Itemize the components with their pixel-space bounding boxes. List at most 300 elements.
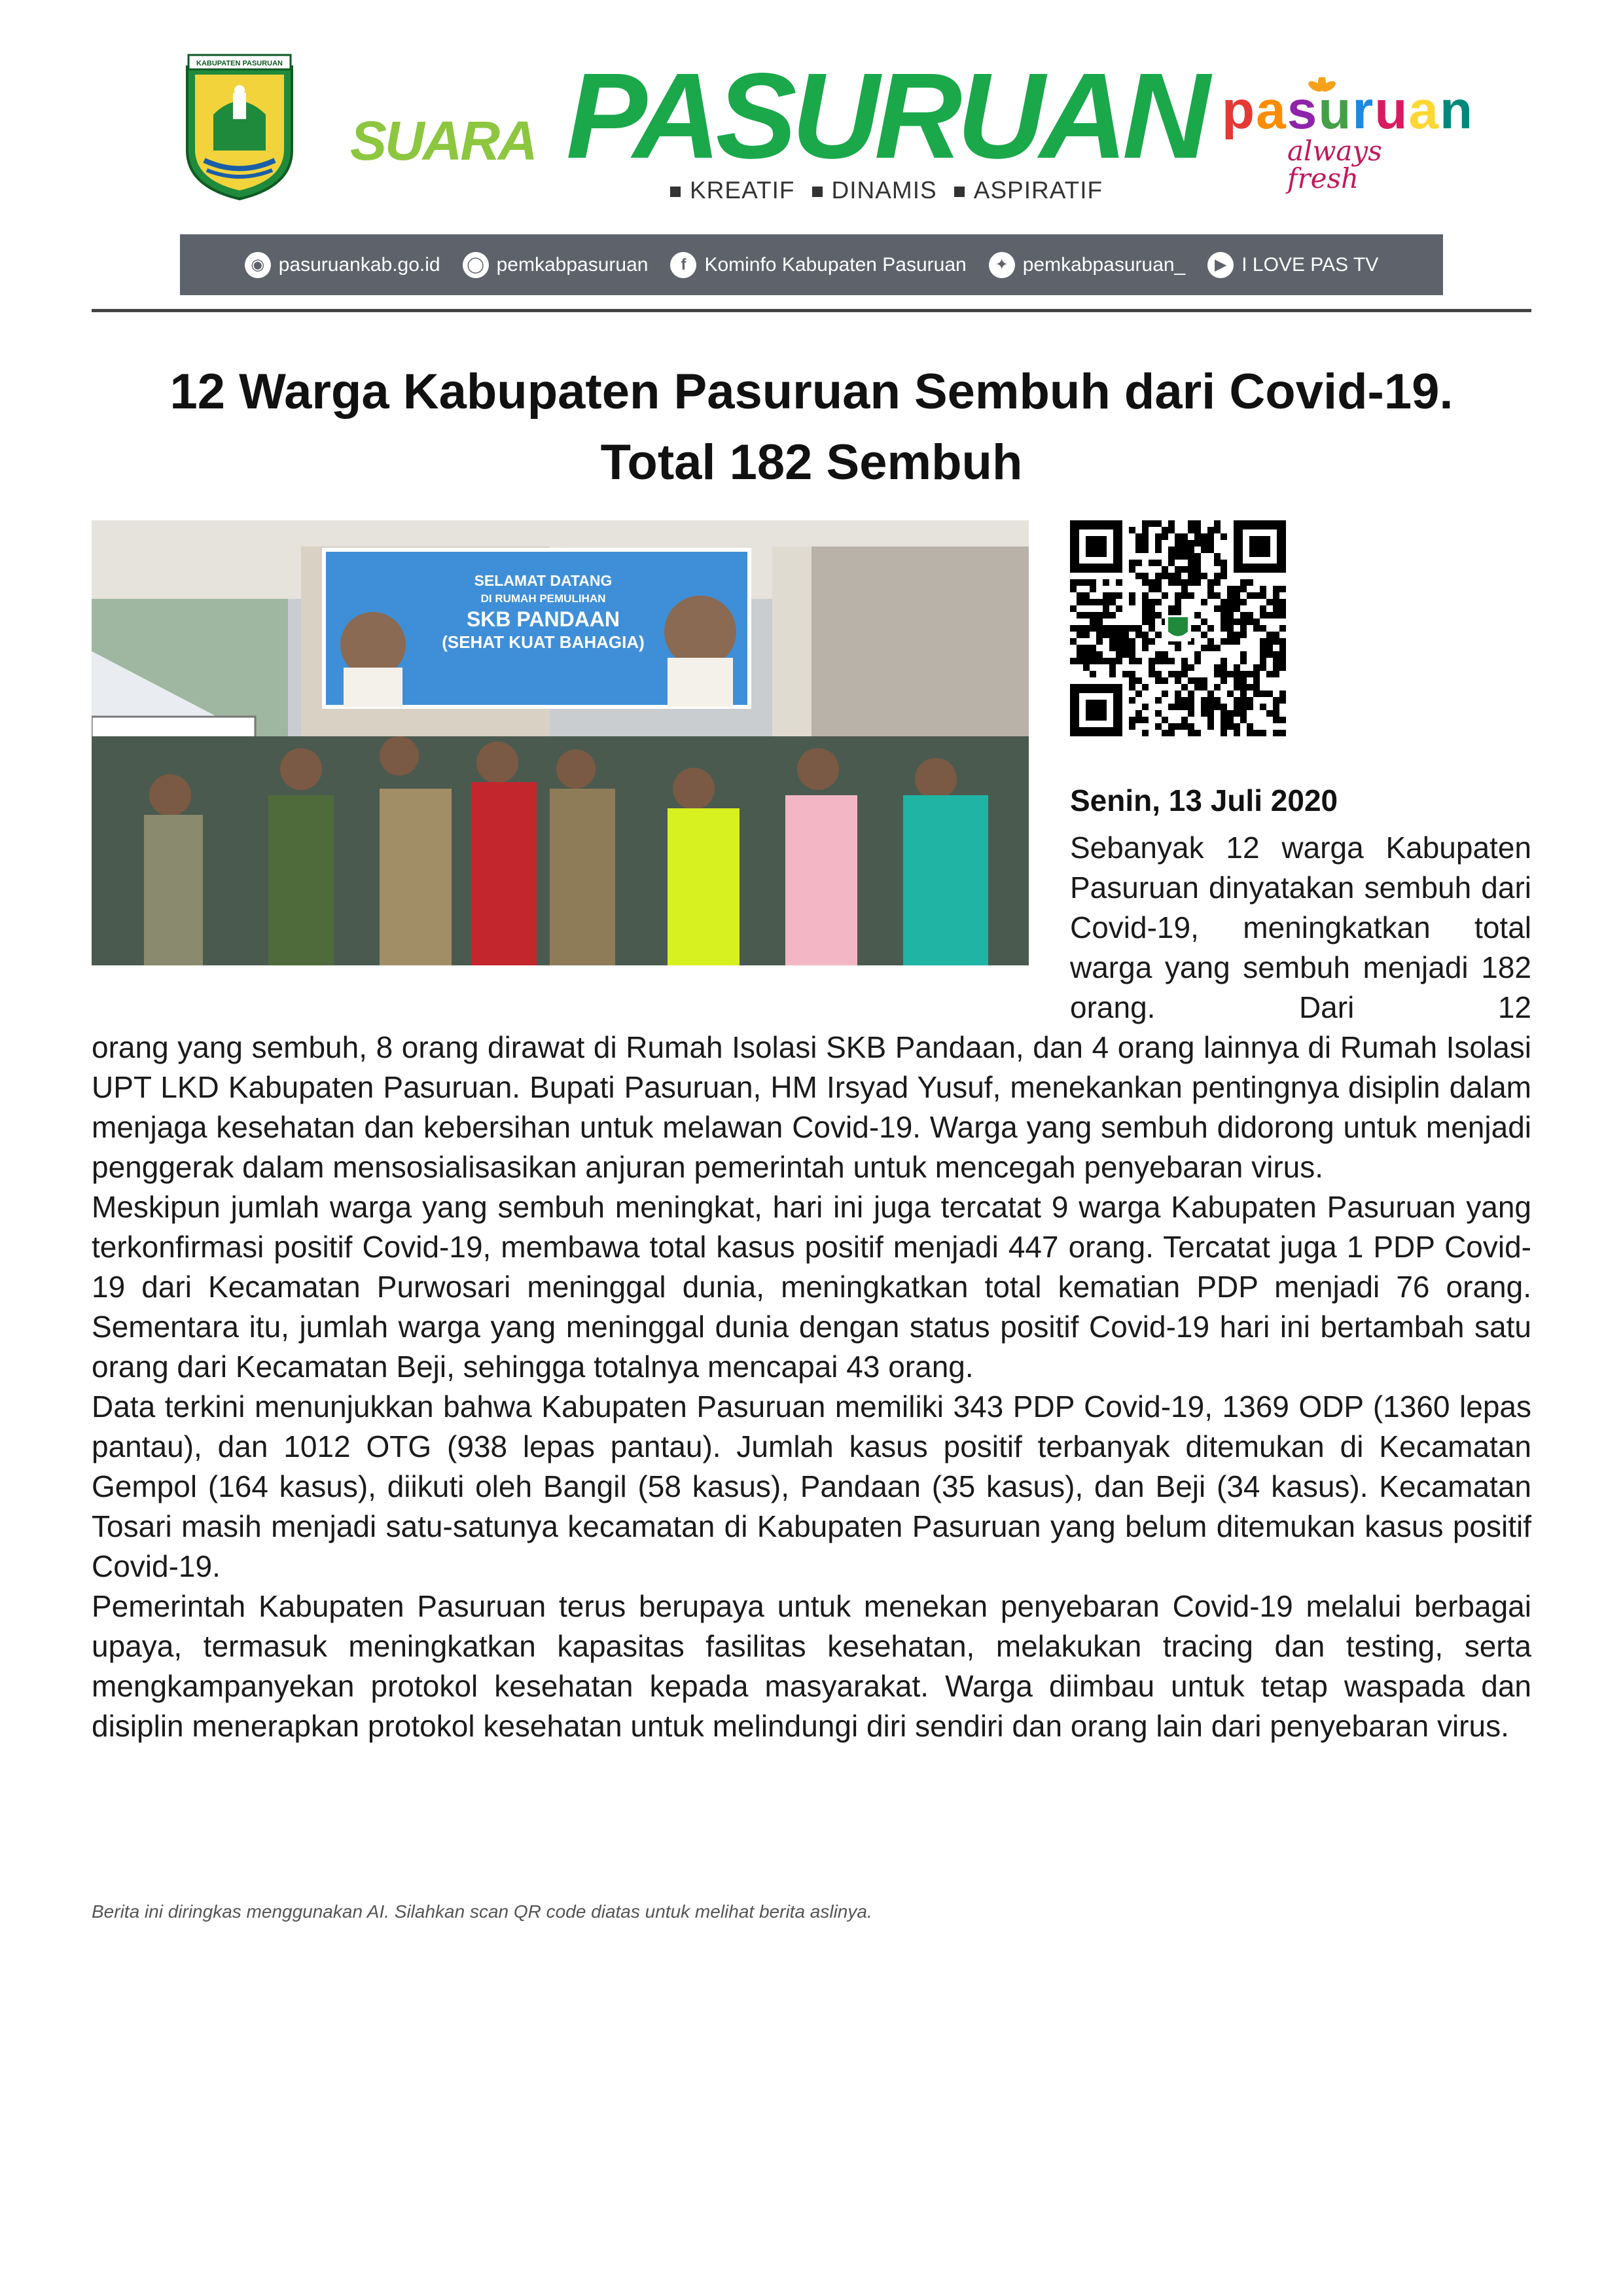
qr-module bbox=[1142, 638, 1149, 645]
qr-module bbox=[1142, 632, 1149, 638]
tagline-item bbox=[954, 177, 1103, 204]
qr-module bbox=[1109, 638, 1116, 645]
qr-code[interactable] bbox=[1070, 520, 1286, 736]
qr-module bbox=[1234, 730, 1240, 736]
qr-module bbox=[1260, 704, 1266, 710]
qr-module bbox=[1096, 625, 1103, 632]
square-bullet-icon bbox=[670, 187, 681, 197]
qr-module bbox=[1188, 520, 1194, 527]
qr-module bbox=[1070, 625, 1077, 632]
qr-module bbox=[1129, 527, 1135, 533]
tourism-logo-letter: u bbox=[1318, 81, 1353, 140]
qr-module bbox=[1240, 691, 1247, 697]
qr-module bbox=[1273, 717, 1279, 723]
article-body bbox=[92, 1028, 1531, 1746]
qr-module bbox=[1155, 632, 1162, 638]
qr-module bbox=[1083, 592, 1090, 599]
qr-module bbox=[1279, 638, 1286, 645]
qr-module bbox=[1175, 691, 1181, 697]
qr-module bbox=[1221, 566, 1227, 573]
qr-module bbox=[1135, 677, 1142, 684]
qr-module bbox=[1247, 612, 1253, 619]
tourism-logo-letter: r bbox=[1352, 81, 1375, 140]
qr-module bbox=[1188, 540, 1194, 547]
qr-module bbox=[1221, 677, 1227, 684]
qr-module bbox=[1279, 612, 1286, 619]
qr-module bbox=[1188, 592, 1194, 599]
qr-module bbox=[1162, 592, 1168, 599]
qr-module bbox=[1260, 691, 1266, 697]
tourism-logo-letter: s bbox=[1287, 81, 1319, 140]
qr-module bbox=[1227, 717, 1234, 723]
qr-module bbox=[1207, 645, 1214, 651]
qr-module bbox=[1175, 533, 1181, 540]
qr-module bbox=[1234, 599, 1240, 605]
qr-module bbox=[1142, 547, 1149, 553]
tourism-logo-word bbox=[1222, 81, 1474, 140]
qr-module bbox=[1279, 691, 1286, 697]
qr-module bbox=[1168, 671, 1175, 677]
qr-module bbox=[1194, 684, 1201, 691]
qr-module bbox=[1090, 612, 1096, 619]
qr-module bbox=[1194, 540, 1201, 547]
qr-module bbox=[1188, 573, 1194, 579]
qr-module bbox=[1175, 697, 1181, 704]
social-label: Kominfo Kabupaten Pasuruan bbox=[704, 253, 967, 276]
qr-module bbox=[1260, 664, 1266, 671]
qr-module bbox=[1227, 605, 1234, 612]
qr-module bbox=[1260, 638, 1266, 645]
qr-module bbox=[1260, 625, 1266, 632]
qr-module bbox=[1181, 533, 1188, 540]
qr-module bbox=[1109, 592, 1116, 599]
tagline-item bbox=[812, 177, 937, 204]
qr-module bbox=[1162, 533, 1168, 540]
qr-module bbox=[1194, 579, 1201, 586]
qr-module bbox=[1142, 540, 1149, 547]
qr-module bbox=[1155, 671, 1162, 677]
qr-module bbox=[1155, 710, 1162, 717]
qr-module bbox=[1266, 599, 1273, 605]
qr-module bbox=[1188, 527, 1194, 533]
qr-module bbox=[1109, 612, 1116, 619]
qr-module bbox=[1168, 547, 1175, 553]
qr-module bbox=[1096, 612, 1103, 619]
qr-module bbox=[1175, 599, 1181, 605]
qr-module bbox=[1201, 547, 1207, 553]
tourism-logo-letter: a bbox=[1408, 81, 1440, 140]
qr-module bbox=[1260, 658, 1266, 664]
qr-module bbox=[1201, 704, 1207, 710]
qr-module bbox=[1214, 704, 1221, 710]
qr-module bbox=[1181, 671, 1188, 677]
qr-module bbox=[1149, 520, 1155, 527]
qr-module bbox=[1201, 619, 1207, 625]
qr-module bbox=[1260, 651, 1266, 658]
qr-module bbox=[1129, 723, 1135, 730]
qr-module bbox=[1122, 625, 1129, 632]
qr-module bbox=[1221, 723, 1227, 730]
qr-module bbox=[1207, 710, 1214, 717]
qr-module bbox=[1181, 553, 1188, 560]
qr-module bbox=[1221, 619, 1227, 625]
social-link-youtube[interactable] bbox=[1207, 252, 1378, 278]
qr-module bbox=[1149, 619, 1155, 625]
qr-module bbox=[1168, 573, 1175, 579]
qr-module bbox=[1077, 658, 1083, 664]
globe-icon: ◉ bbox=[245, 252, 271, 278]
qr-module bbox=[1096, 632, 1103, 638]
qr-module bbox=[1201, 540, 1207, 547]
qr-module bbox=[1194, 553, 1201, 560]
qr-module bbox=[1129, 592, 1135, 599]
qr-module bbox=[1188, 560, 1194, 566]
qr-module bbox=[1194, 573, 1201, 579]
social-label: pasuruankab.go.id bbox=[278, 253, 440, 276]
qr-module bbox=[1207, 527, 1214, 533]
qr-module bbox=[1135, 560, 1142, 566]
qr-module bbox=[1279, 605, 1286, 612]
qr-module bbox=[1077, 625, 1083, 632]
qr-module bbox=[1194, 677, 1201, 684]
brand-logo bbox=[350, 48, 1205, 184]
title-line-1: 12 Warga Kabupaten Pasuruan Sembuh dari Covid-19. bbox=[169, 364, 1454, 420]
qr-module bbox=[1096, 638, 1103, 645]
tourism-logo-slogan: always fresh bbox=[1287, 135, 1382, 194]
qr-module bbox=[1142, 730, 1149, 736]
qr-module bbox=[1142, 645, 1149, 651]
qr-module bbox=[1279, 664, 1286, 671]
banner-line-4: (SEHAT KUAT BAHAGIA) bbox=[442, 632, 645, 652]
qr-module bbox=[1116, 605, 1122, 612]
qr-module bbox=[1214, 697, 1221, 704]
qr-module bbox=[1214, 645, 1221, 651]
qr-module bbox=[1103, 599, 1109, 605]
social-label: pemkabpasuruan bbox=[496, 253, 649, 276]
twitter-icon: ✦ bbox=[989, 252, 1015, 278]
qr-module bbox=[1273, 605, 1279, 612]
qr-module bbox=[1227, 619, 1234, 625]
qr-module bbox=[1181, 592, 1188, 599]
article-title bbox=[92, 357, 1531, 498]
qr-module bbox=[1221, 599, 1227, 605]
qr-module bbox=[1168, 704, 1175, 710]
qr-module bbox=[1181, 586, 1188, 592]
qr-module bbox=[1214, 605, 1221, 612]
qr-module bbox=[1142, 612, 1149, 619]
lead-paragraph: Sebanyak 12 warga Kabupaten Pasuruan dinyatakan sembuh dari Covid-19, meningkatkan total warga yang sembuh menjadi 182 orang. Dari 12 bbox=[1070, 831, 1531, 1024]
qr-module bbox=[1135, 710, 1142, 717]
qr-module bbox=[1083, 625, 1090, 632]
qr-module bbox=[1240, 684, 1247, 691]
qr-module bbox=[1260, 730, 1266, 736]
qr-module bbox=[1116, 651, 1122, 658]
qr-module bbox=[1188, 730, 1194, 736]
social-link-facebook[interactable] bbox=[670, 252, 966, 278]
qr-module bbox=[1221, 605, 1227, 612]
qr-module bbox=[1247, 723, 1253, 730]
qr-module bbox=[1260, 605, 1266, 612]
qr-module bbox=[1201, 632, 1207, 638]
qr-module bbox=[1221, 533, 1227, 540]
social-bar bbox=[180, 234, 1443, 295]
qr-module bbox=[1116, 579, 1122, 586]
qr-module bbox=[1207, 704, 1214, 710]
qr-module bbox=[1207, 697, 1214, 704]
tagline-text: ASPIRATIF bbox=[973, 177, 1103, 204]
qr-module bbox=[1207, 625, 1214, 632]
qr-module bbox=[1194, 527, 1201, 533]
qr-module bbox=[1207, 723, 1214, 730]
qr-module bbox=[1227, 723, 1234, 730]
qr-module bbox=[1214, 520, 1221, 527]
qr-module bbox=[1188, 579, 1194, 586]
qr-module bbox=[1234, 704, 1240, 710]
qr-module bbox=[1175, 579, 1181, 586]
qr-module bbox=[1207, 540, 1214, 547]
title-line-2: Total 182 Sembuh bbox=[600, 435, 1023, 490]
qr-module bbox=[1194, 520, 1201, 527]
qr-module bbox=[1129, 566, 1135, 573]
qr-module bbox=[1096, 619, 1103, 625]
tagline-text: DINAMIS bbox=[831, 177, 937, 204]
qr-module bbox=[1162, 527, 1168, 533]
qr-module bbox=[1135, 533, 1142, 540]
social-label: I LOVE PAS TV bbox=[1241, 253, 1379, 276]
qr-module bbox=[1142, 717, 1149, 723]
qr-module bbox=[1149, 658, 1155, 664]
qr-module bbox=[1155, 651, 1162, 658]
qr-module bbox=[1207, 638, 1214, 645]
qr-module bbox=[1070, 658, 1077, 664]
qr-module bbox=[1207, 547, 1214, 553]
qr-module bbox=[1129, 671, 1135, 677]
qr-module bbox=[1129, 645, 1135, 651]
qr-module bbox=[1214, 573, 1221, 579]
brand-tagline bbox=[670, 177, 1103, 204]
qr-module bbox=[1162, 677, 1168, 684]
qr-module bbox=[1279, 651, 1286, 658]
tourism-logo-letter: p bbox=[1222, 81, 1257, 140]
qr-module bbox=[1116, 658, 1122, 664]
qr-module bbox=[1103, 632, 1109, 638]
qr-module bbox=[1247, 619, 1253, 625]
qr-module bbox=[1234, 723, 1240, 730]
qr-module bbox=[1162, 658, 1168, 664]
qr-module bbox=[1090, 671, 1096, 677]
qr-module bbox=[1168, 605, 1175, 612]
qr-module bbox=[1155, 579, 1162, 586]
qr-module bbox=[1116, 625, 1122, 632]
social-link-instagram[interactable] bbox=[463, 252, 649, 278]
qr-module bbox=[1090, 586, 1096, 592]
qr-module bbox=[1181, 704, 1188, 710]
qr-module bbox=[1221, 625, 1227, 632]
qr-module bbox=[1240, 619, 1247, 625]
qr-module bbox=[1181, 540, 1188, 547]
qr-module bbox=[1135, 691, 1142, 697]
qr-module bbox=[1162, 566, 1168, 573]
square-bullet-icon bbox=[812, 187, 823, 197]
qr-module bbox=[1168, 560, 1175, 566]
qr-module bbox=[1149, 579, 1155, 586]
qr-module bbox=[1077, 612, 1083, 619]
social-link-twitter[interactable] bbox=[989, 252, 1186, 278]
qr-module bbox=[1240, 625, 1247, 632]
qr-module bbox=[1214, 671, 1221, 677]
qr-module bbox=[1070, 586, 1077, 592]
qr-module bbox=[1240, 671, 1247, 677]
article-photo bbox=[92, 520, 1029, 965]
qr-module bbox=[1090, 658, 1096, 664]
qr-module bbox=[1181, 658, 1188, 664]
qr-module bbox=[1149, 560, 1155, 566]
qr-module bbox=[1155, 658, 1162, 664]
qr-module bbox=[1227, 632, 1234, 638]
qr-module bbox=[1207, 592, 1214, 599]
qr-module bbox=[1122, 638, 1129, 645]
qr-module bbox=[1070, 638, 1077, 645]
qr-module bbox=[1149, 625, 1155, 632]
qr-module bbox=[1273, 592, 1279, 599]
qr-module bbox=[1122, 651, 1129, 658]
qr-module bbox=[1116, 645, 1122, 651]
qr-module bbox=[1279, 697, 1286, 704]
qr-module bbox=[1188, 547, 1194, 553]
tourism-logo-letter: u bbox=[1374, 81, 1409, 140]
qr-module bbox=[1129, 625, 1135, 632]
qr-module bbox=[1247, 704, 1253, 710]
qr-module bbox=[1221, 730, 1227, 736]
qr-module bbox=[1103, 658, 1109, 664]
qr-module bbox=[1266, 638, 1273, 645]
qr-module bbox=[1103, 625, 1109, 632]
qr-module bbox=[1181, 547, 1188, 553]
qr-module bbox=[1149, 586, 1155, 592]
qr-module bbox=[1155, 612, 1162, 619]
qr-module bbox=[1135, 625, 1142, 632]
qr-module bbox=[1240, 632, 1247, 638]
qr-module bbox=[1181, 579, 1188, 586]
article-date: Senin, 13 Juli 2020 bbox=[1070, 783, 1338, 817]
qr-module bbox=[1266, 710, 1273, 717]
brand-pasuruan: PASURUAN bbox=[566, 48, 1205, 184]
qr-module bbox=[1135, 658, 1142, 664]
qr-module bbox=[1142, 592, 1149, 599]
qr-module bbox=[1253, 730, 1260, 736]
qr-module bbox=[1129, 717, 1135, 723]
qr-module bbox=[1201, 533, 1207, 540]
tourism-logo-letter: a bbox=[1256, 81, 1287, 140]
qr-module bbox=[1188, 710, 1194, 717]
banner-line-3: SKB PANDAAN bbox=[466, 607, 620, 631]
qr-module bbox=[1207, 533, 1214, 540]
qr-module bbox=[1194, 566, 1201, 573]
qr-module bbox=[1234, 605, 1240, 612]
qr-module bbox=[1083, 658, 1090, 664]
qr-module bbox=[1279, 625, 1286, 632]
qr-module bbox=[1155, 573, 1162, 579]
qr-module bbox=[1175, 723, 1181, 730]
qr-module bbox=[1214, 553, 1221, 560]
qr-module bbox=[1214, 684, 1221, 691]
social-link-website[interactable] bbox=[245, 252, 440, 278]
qr-module bbox=[1181, 566, 1188, 573]
qr-module bbox=[1077, 632, 1083, 638]
qr-module bbox=[1162, 730, 1168, 736]
qr-module bbox=[1221, 573, 1227, 579]
qr-module bbox=[1207, 717, 1214, 723]
qr-module bbox=[1129, 697, 1135, 704]
brand-suara: SUARA bbox=[350, 110, 536, 171]
qr-module bbox=[1181, 664, 1188, 671]
qr-module bbox=[1129, 651, 1135, 658]
qr-module bbox=[1135, 632, 1142, 638]
qr-module bbox=[1234, 710, 1240, 717]
qr-module bbox=[1103, 612, 1109, 619]
qr-module bbox=[1260, 612, 1266, 619]
qr-module bbox=[1168, 579, 1175, 586]
qr-module bbox=[1227, 638, 1234, 645]
qr-module bbox=[1103, 579, 1109, 586]
qr-module bbox=[1149, 638, 1155, 645]
qr-module bbox=[1266, 671, 1273, 677]
qr-module bbox=[1214, 579, 1221, 586]
qr-module bbox=[1253, 671, 1260, 677]
qr-module bbox=[1234, 592, 1240, 599]
qr-module bbox=[1129, 684, 1135, 691]
qr-module bbox=[1096, 658, 1103, 664]
qr-module bbox=[1129, 658, 1135, 664]
qr-module bbox=[1207, 579, 1214, 586]
qr-module bbox=[1142, 573, 1149, 579]
qr-module bbox=[1266, 612, 1273, 619]
qr-module bbox=[1109, 599, 1116, 605]
qr-module bbox=[1201, 677, 1207, 684]
qr-module bbox=[1149, 599, 1155, 605]
qr-module bbox=[1240, 599, 1247, 605]
qr-module bbox=[1201, 573, 1207, 579]
qr-module bbox=[1279, 599, 1286, 605]
qr-module bbox=[1194, 560, 1201, 566]
qr-module bbox=[1214, 664, 1221, 671]
qr-module bbox=[1260, 586, 1266, 592]
qr-module bbox=[1253, 664, 1260, 671]
qr-module bbox=[1149, 612, 1155, 619]
qr-module bbox=[1240, 710, 1247, 717]
qr-module bbox=[1142, 533, 1149, 540]
qr-module bbox=[1188, 704, 1194, 710]
qr-module bbox=[1234, 638, 1240, 645]
banner-line-1: SELAMAT DATANG bbox=[474, 572, 613, 589]
qr-module bbox=[1260, 592, 1266, 599]
qr-module bbox=[1279, 658, 1286, 664]
qr-module bbox=[1129, 638, 1135, 645]
qr-module bbox=[1175, 547, 1181, 553]
body-paragraph: Pemerintah Kabupaten Pasuruan terus berupaya untuk menekan penyebaran Covid-19 melalui berbagai upaya, termasuk meningkatkan kapasitas fasilitas kesehatan, melakukan tracing dan testing, serta mengkampanyekan protokol kesehatan kepada masyarakat. Warga diimbau untuk tetap waspada dan disiplin menerapkan protokol kesehatan untuk melindungi diri sendiri dan orang lain dari penyebaran virus. bbox=[92, 1589, 1531, 1743]
qr-module bbox=[1221, 710, 1227, 717]
qr-module bbox=[1240, 697, 1247, 704]
qr-module bbox=[1129, 677, 1135, 684]
qr-module bbox=[1279, 717, 1286, 723]
qr-module bbox=[1083, 664, 1090, 671]
qr-module bbox=[1129, 599, 1135, 605]
qr-module bbox=[1155, 677, 1162, 684]
qr-module bbox=[1122, 671, 1129, 677]
qr-module bbox=[1240, 658, 1247, 664]
qr-module bbox=[1194, 651, 1201, 658]
qr-module bbox=[1207, 691, 1214, 697]
